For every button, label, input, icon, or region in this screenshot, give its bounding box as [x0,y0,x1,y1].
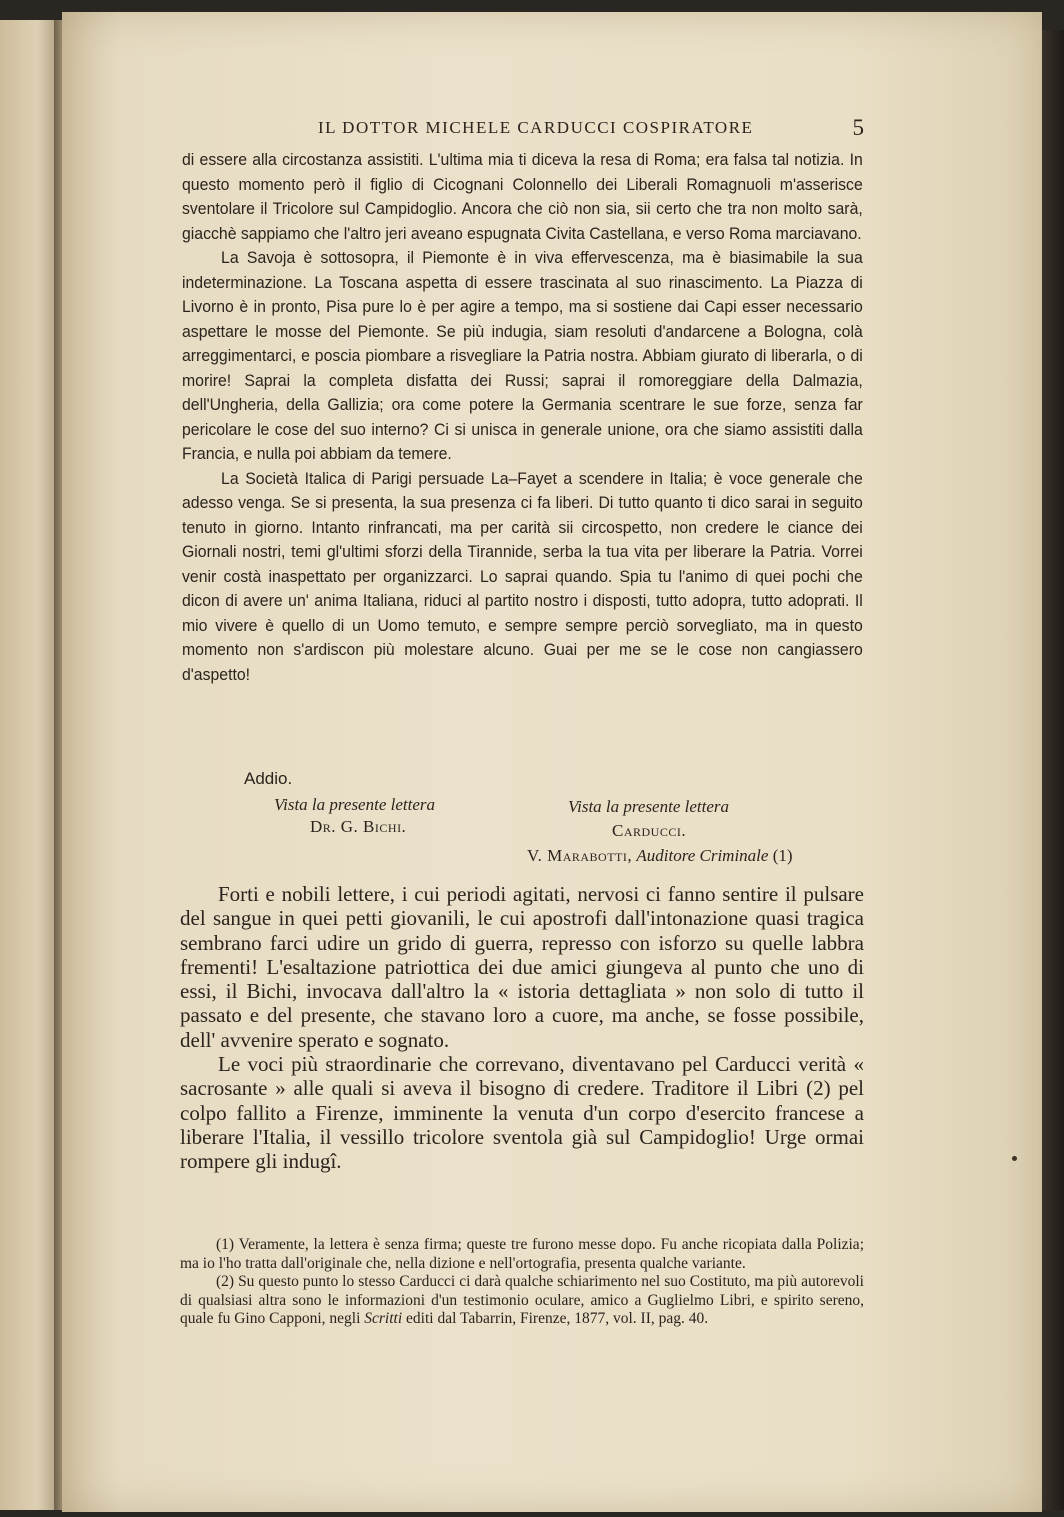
signature-marabotti [527,846,793,866]
signature-name-carducci: Carducci. [612,821,687,840]
running-head [180,115,864,144]
auditor-footnote-ref: (1) [772,846,793,865]
footnote-2-publication: editi dal Tabarrin, Firenze, 1877, vol. II, pag. 40. [406,1310,709,1328]
footnote-1: (1) Veramente, la lettera è senza firma; queste tre furono messe dopo. Fu anche ricopiata dalla Polizia; ma io l'ho tratta dall'originale che, nella dizione e nell'ortografia, presenta qualche variante. [180,1236,864,1272]
right-scan-border [1040,30,1064,1510]
letter-closing: Addio. [244,769,293,788]
auditor-title: Auditore Criminale [636,846,769,865]
running-title: IL DOTTOR MICHELE CARDUCCI COSPIRATORE [318,118,754,137]
footnote-2-text: (2) Su questo punto lo stesso Carducci ci darà qualche schiarimento nel suo Costituto, ma più autorevoli di qualsiasi altra sono le informazioni d'un testimonio oculare, amico a Guglielmo Libri, e spirito sereno, quale fu Gino Capponi, negli [180,1273,864,1328]
footnotes [180,1236,864,1329]
signature-name-bichi: Dr. G. Bichi. [310,817,407,836]
signature-carducci [568,797,729,840]
page-number: 5 [852,115,864,140]
body-text [180,882,864,1174]
auditor-name: V. Marabotti, [527,846,633,865]
signature-vista-left: Vista la presente lettera [274,795,435,814]
body-paragraph: Forti e nobili lettere, i cui periodi agitati, nervosi ci fanno sentire il pulsare del sangue in quei petti giovanili, le cui apostrofi dall'intonazione quasi tragica sembrano farci udire un grido di guerra, represso con isforzo su quelle labbra frementi! L'esaltazione patriottica dei due amici giungeva al punto che uno di essi, il Bichi, invocava dall'altro la « istoria dettagliata » non solo di tutto il passato e del presente, che stavano loro a cuore, ma anche, se fosse possibile, dell' avvenire sperato e sognato. [180,882,864,1052]
signature-vista-right: Vista la presente lettera [568,797,729,816]
previous-page-edge [0,20,62,1510]
letter-paragraph: di essere alla circostanza assistiti. L'ultima mia ti diceva la resa di Roma; era falsa tal notizia. In questo momento però il figlio di Cicognani Colonnello dei Liberali Romagnuoli m'asserisce sventolare il Tricolore sul Campidoglio. Ancora che ciò non sia, sii certo che tra non molto sarà, giacchè sappiamo che l'altro jeri aveano espugnata Civita Castellana, e verso Roma marciavano. [182,150,863,243]
letter-paragraph: La Savoja è sottosopra, il Piemonte è in viva effervescenza, ma è biasimabile la sua indeterminazione. La Toscana aspetta di essere trascinata al suo rinascimento. La Piazza di Livorno è in pronto, Pisa pure lo è per agire a tempo, ma si sostiene dai Capi esser necessario aspettare le mosse del Piemonte. Se più indugia, siam resoluti d'andarcene a Bologna, colà arreggimentarci, e poscia piombare a risvegliare la Patria nostra. Abbiam giurato di liberarla, o di morire! Saprai la completa disfatta dei Russi; saprai il romoreggiare della Dalmazia, dell'Ungheria, della Gallizia; ora come potere la Germania scentrare le sue forze, senza far pericolare le cose del suo interno? Ci si unisca in generale unione, ora che siamo assistiti dalla Francia, e nulla poi abbiam da temere. [182,248,863,463]
footnote-2 [180,1273,864,1329]
ink-speck [1012,1156,1017,1161]
footnote-2-work-title: Scritti [364,1310,403,1328]
letter-paragraph: La Società Italica di Parigi persuade La–Fayet a scendere in Italia; è voce generale che adesso venga. Se si presenta, la sua presenza ci fa liberi. Di tutto quanto ti dico sarai in seguito tenuto in giorno. Intanto rinfrancati, ma per carità sii circospetto, non credere le ciance dei Giornali nostri, temi gl'ultimi sforzi della Tirannide, serba la tua vita per liberare la Patria. Vorrei venir costà inaspettato per organizzarci. Lo saprai quando. Spia tu l'animo di quei pochi che dicon di avere un' anima Italiana, riduci al partito nostro i disposti, tutto adopra, tutto adoprati. Il mio vivere è quello di un Uomo temuto, e sempre sempre perciò sorvegliato, ma in questo momento non s'ardiscon più molestare alcuno. Guai per me se le cose non cangiassero d'aspetto! [182,468,863,684]
signature-bichi [274,795,435,836]
body-paragraph: Le voci più straordinarie che correvano, diventavano pel Carducci verità « sacrosante » alle quali si aveva il bisogno di credere. Traditore il Libri (2) pel colpo fallito a Firenze, imminente la venuta d'un corpo d'esercito francese a liberare l'Italia, il vessillo tricolore sventola già sul Campidoglio! Urge ormai rompere gli indugî. [180,1052,864,1174]
quoted-letter [182,148,863,687]
